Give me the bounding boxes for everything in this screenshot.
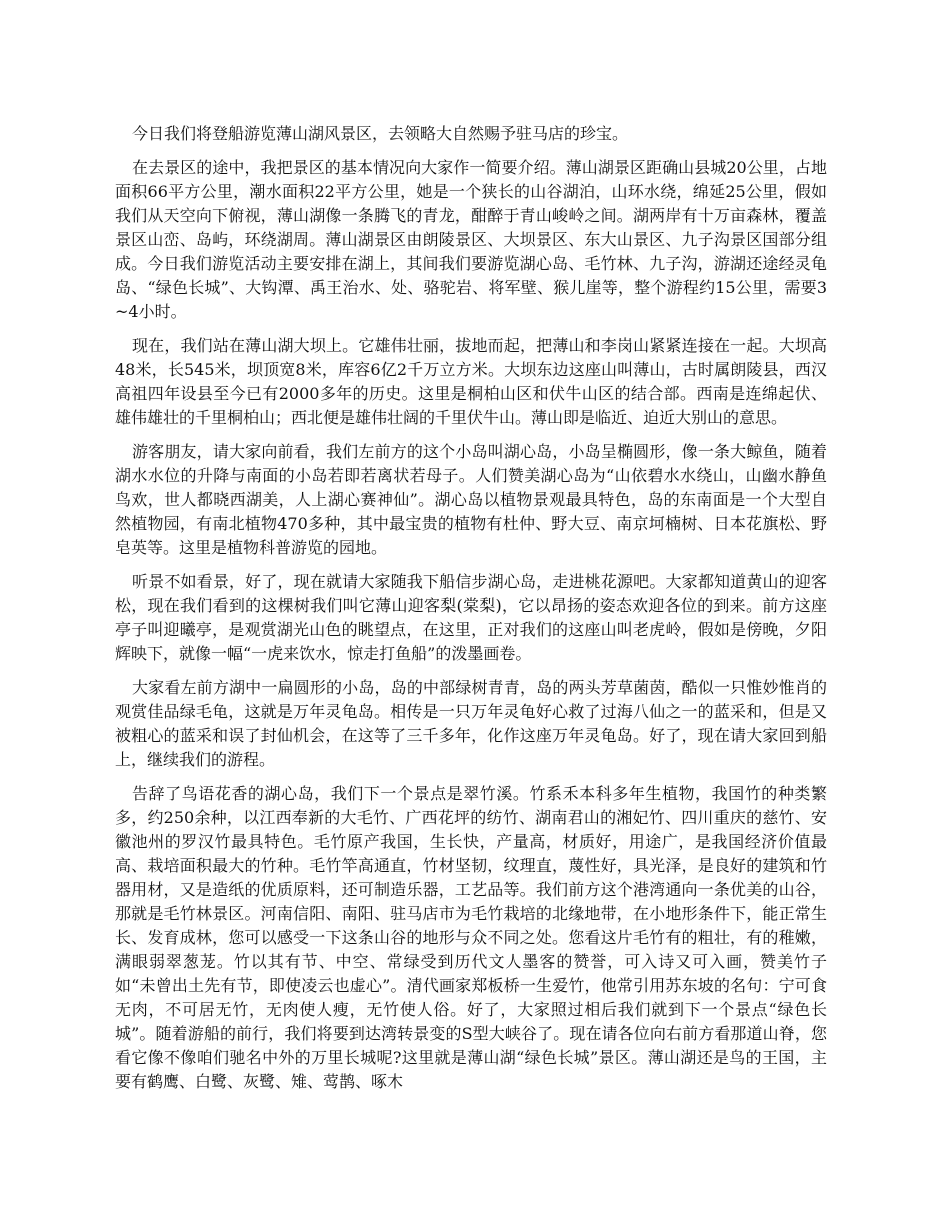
- paragraph-intro: 今日我们将登船游览薄山湖风景区，去领略大自然赐予驻马店的珍宝。: [132, 124, 629, 143]
- paragraph-bamboo-creek: 告辞了鸟语花香的湖心岛，我们下一个景点是翠竹溪。竹系禾本科多年生植物，我国竹的种类繁多，约250余种，以江西奉新的大毛竹、广西花坪的纺竹、湖南君山的湘妃竹、四川重庆的慈竹、安徽池州的罗汉竹最具特色。毛竹原产我国，生长快，产量高，材质好，用途广，是我国经济价值最高、栽培面积最大的竹种。毛竹竿高通直，竹材坚韧，纹理直，蔑性好，具光泽，是良好的建筑和竹器用材，又是造纸的优质原料，还可制造乐器，工艺品等。我们前方这个港湾通向一条优美的山谷，那就是毛竹林景区。河南信阳、南阳、驻马店市为毛竹栽培的北缘地带，在小地形条件下，能正常生长、发育成林，您可以感受一下这条山谷的地形与众不同之处。您看这片毛竹有的粗壮，有的稚嫩，满眼弱翠葱茏。竹以其有节、中空、常绿受到历代文人墨客的赞誉，可入诗又可入画，赞美竹子如“未曾出土先有节，即使凌云也虚心”。清代画家郑板桥一生爱竹，他常引用苏东坡的名句：宁可食无肉，不可居无竹，无肉使人瘦，无竹使人俗。好了，大家照过相后我们就到下一个景点“绿色长城”。随着游船的前行，我们将要到达湾转景变的S型大峡谷了。现在请各位向右前方看那道山脊，您看它像不像咱们驰名中外的万里长城呢?这里就是薄山湖“绿色长城”景区。薄山湖还是鸟的王国，主要有鹤鹰、白鹭、灰鹭、雉、莺鹊、啄木: [115, 784, 827, 1091]
- paragraph-dam: 现在，我们站在薄山湖大坝上。它雄伟壮丽，拔地而起，把薄山和李岗山紧紧连接在一起。大坝高48米，长545米，坝顶宽8米，库容6亿2千万立方米。大坝东边这座山叫薄山，古时属朗陵县，西汉高祖四年设县至今已有2000多年的历史。这里是桐柏山区和伏牛山区的结合部。西南是连绵起伏、雄伟雄壮的千里桐柏山；西北便是雄伟壮阔的千里伏牛山。薄山即是临近、迫近大别山的意思。: [115, 336, 827, 427]
- paragraph-overview: 在去景区的途中，我把景区的基本情况向大家作一简要介绍。薄山湖景区距确山县城20公里，占地面积66平方公里，潮水面积22平方公里，她是一个狭长的山谷湖泊，山环水绕，绵延25公里，假如我们从天空向下俯视，薄山湖像一条腾飞的青龙，酣醉于青山峻岭之间。湖两岸有十万亩森林，覆盖景区山峦、岛屿，环绕湖周。薄山湖景区由朗陵景区、大坝景区、东大山景区、九子沟景区国部分组成。今日我们游览活动主要安排在湖上，其间我们要游览湖心岛、毛竹林、九子沟，游湖还途经灵龟岛、“绿色长城”、大钩潭、禹王治水、处、骆驼岩、将军壁、猴儿崖等，整个游程约15公里，需要3~4小时。: [115, 158, 827, 321]
- paragraph-lake-heart-island: 游客朋友，请大家向前看，我们左前方的这个小岛叫湖心岛，小岛呈椭圆形，像一条大鲸鱼，随着湖水水位的升降与南面的小岛若即若离状若母子。人们赞美湖心岛为“山依碧水水绕山，山幽水静鱼鸟欢，世人都晓西湖美，人上湖心赛神仙”。湖心岛以植物景观最具特色，岛的东南面是一个大型自然植物园，有南北植物470多种，其中最宝贵的植物有杜仲、野大豆、南京坷楠树、日本花旗松、野皂英等。这里是植物科普游览的园地。: [115, 442, 827, 557]
- paragraph-island-walk: 听景不如看景，好了，现在就请大家随我下船信步湖心岛，走进桃花源吧。大家都知道黄山的迎客松，现在我们看到的这棵树我们叫它薄山迎客梨(棠梨)，它以昂扬的姿态欢迎各位的到来。前方这座亭子叫迎曦亭，是观赏湖光山色的眺望点，在这里，正对我们的这座山叫老虎岭，假如是傍晚，夕阳辉映下，就像一幅“一虎来饮水，惊走打鱼船”的泼墨画卷。: [115, 572, 827, 663]
- document-body: [115, 122, 827, 1104]
- paragraph-turtle-island: 大家看左前方湖中一扁圆形的小岛，岛的中部绿树青青，岛的两头芳草菌茵，酷似一只惟妙惟肖的观赏佳品绿毛龟，这就是万年灵龟岛。相传是一只万年灵龟好心救了过海八仙之一的蓝采和，但是又被粗心的蓝采和误了封仙机会，在这等了三千多年，化作这座万年灵龟岛。好了，现在请大家回到船上，继续我们的游程。: [115, 678, 827, 769]
